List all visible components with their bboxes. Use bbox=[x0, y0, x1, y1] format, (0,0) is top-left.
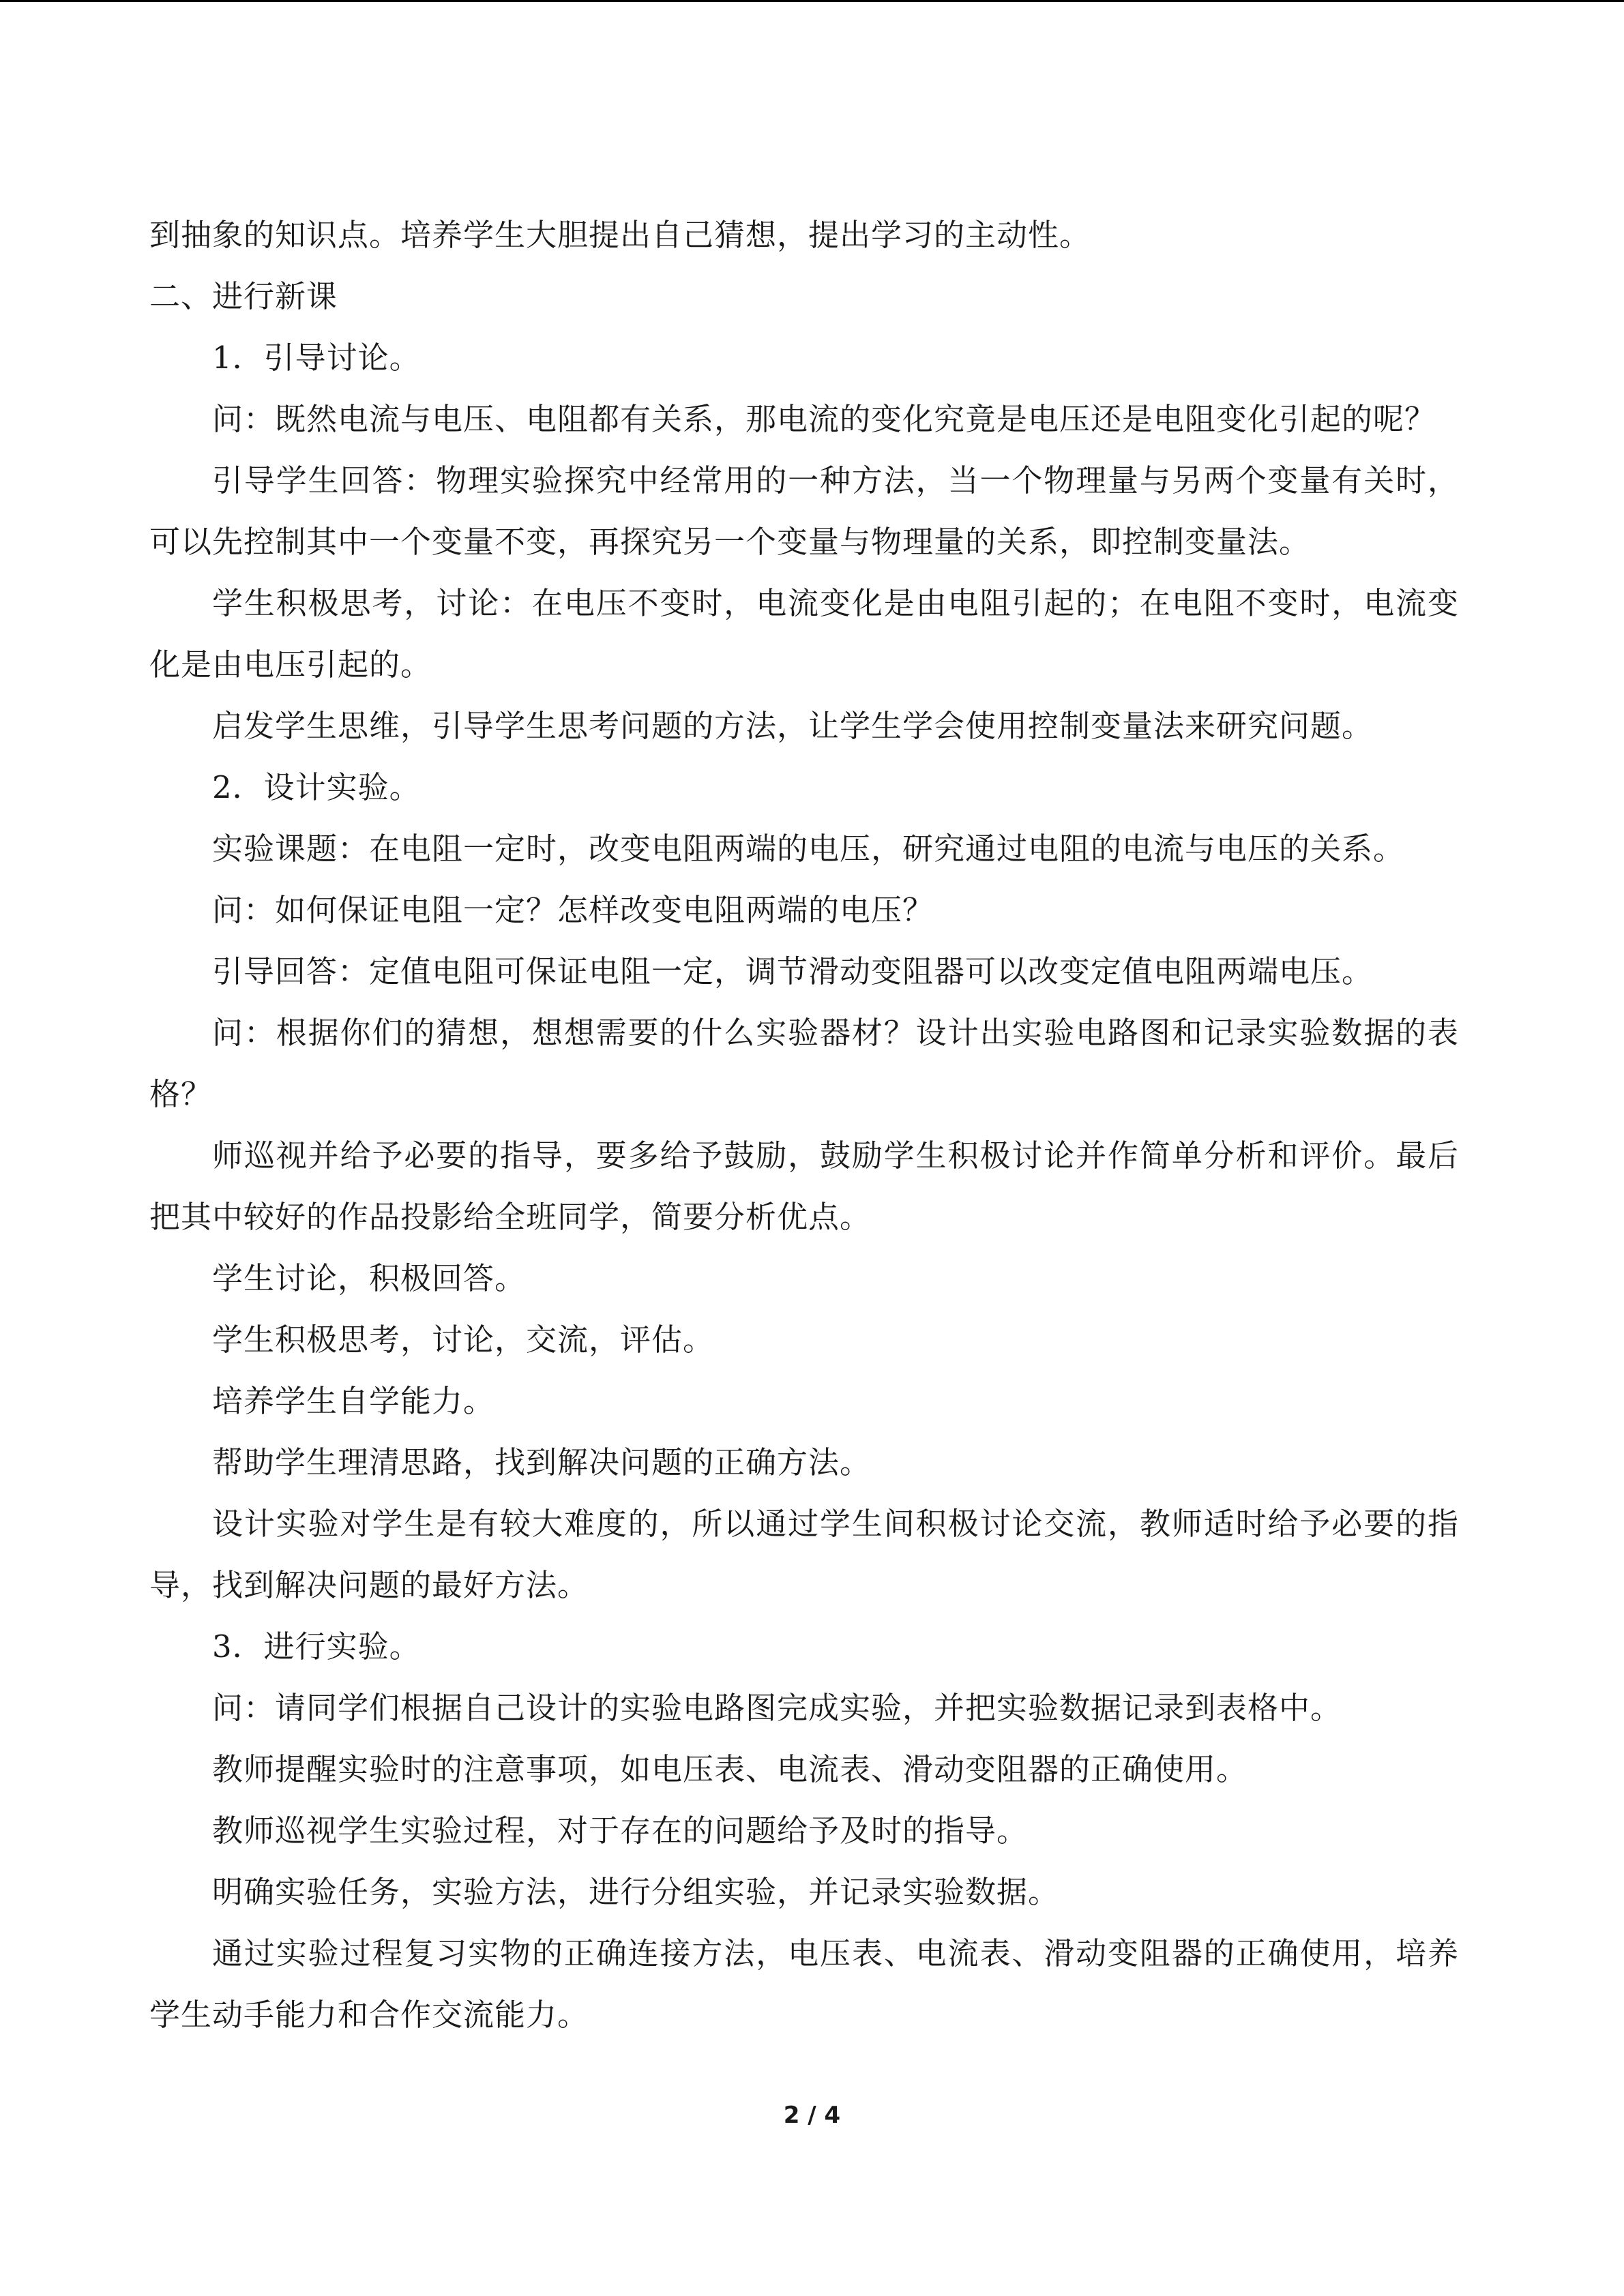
paragraph: 学生积极思考，讨论：在电压不变时，电流变化是由电阻引起的；在电阻不变时，电流变化是由电压引起的。 bbox=[149, 585, 1459, 683]
paragraph: 帮助学生理清思路，找到解决问题的正确方法。 bbox=[212, 1444, 872, 1480]
page-number: 2 / 4 bbox=[783, 2102, 841, 2129]
paragraph: 到抽象的知识点。培养学生大胆提出自己猜想，提出学习的主动性。 bbox=[149, 217, 1091, 253]
paragraph: 实验课题：在电阻一定时，改变电阻两端的电压，研究通过电阻的电流与电压的关系。 bbox=[212, 831, 1405, 867]
subsection-heading: 1．引导讨论。 bbox=[212, 340, 421, 376]
paragraph: 问：根据你们的猜想，想想需要的什么实验器材？设计出实验电路图和记录实验数据的表格？ bbox=[149, 1015, 1459, 1112]
paragraph: 启发学生思维，引导学生思考问题的方法，让学生学会使用控制变量法来研究问题。 bbox=[212, 708, 1374, 744]
paragraph: 学生讨论，积极回答。 bbox=[212, 1260, 527, 1296]
paragraph: 明确实验任务，实验方法，进行分组实验，并记录实验数据。 bbox=[212, 1874, 1060, 1910]
paragraph: 教师巡视学生实验过程，对于存在的问题给予及时的指导。 bbox=[212, 1813, 1029, 1849]
paragraph: 引导学生回答：物理实验探究中经常用的一种方法，当一个物理量与另两个变量有关时，可以先控制其中一个变量不变，再探究另一个变量与物理量的关系，即控制变量法。 bbox=[149, 462, 1459, 560]
paragraph: 学生积极思考，讨论，交流，评估。 bbox=[212, 1322, 715, 1358]
paragraph: 师巡视并给予必要的指导，要多给予鼓励，鼓励学生积极讨论并作简单分析和评价。最后把其中较好的作品投影给全班同学，简要分析优点。 bbox=[149, 1137, 1459, 1235]
paragraph: 通过实验过程复习实物的正确连接方法，电压表、电流表、滑动变阻器的正确使用，培养学生动手能力和合作交流能力。 bbox=[149, 1935, 1459, 2033]
subsection-heading: 2．设计实验。 bbox=[212, 769, 421, 805]
paragraph: 教师提醒实验时的注意事项，如电压表、电流表、滑动变阻器的正确使用。 bbox=[212, 1751, 1248, 1787]
paragraph: 引导回答：定值电阻可保证电阻一定，调节滑动变阻器可以改变定值电阻两端电压。 bbox=[212, 953, 1374, 989]
section-heading: 二、进行新课 bbox=[149, 278, 338, 314]
top-border-line bbox=[0, 0, 1624, 2]
document-body bbox=[149, 205, 1459, 2046]
subsection-heading: 3．进行实验。 bbox=[212, 1628, 421, 1665]
paragraph: 问：如何保证电阻一定？怎样改变电阻两端的电压？ bbox=[212, 892, 934, 928]
paragraph: 问：既然电流与电压、电阻都有关系，那电流的变化究竟是电压还是电阻变化引起的呢？ bbox=[212, 401, 1436, 437]
paragraph: 设计实验对学生是有较大难度的，所以通过学生间积极讨论交流，教师适时给予必要的指导，找到解决问题的最好方法。 bbox=[149, 1506, 1459, 1603]
paragraph: 培养学生自学能力。 bbox=[212, 1383, 495, 1419]
paragraph: 问：请同学们根据自己设计的实验电路图完成实验，并把实验数据记录到表格中。 bbox=[212, 1690, 1342, 1726]
